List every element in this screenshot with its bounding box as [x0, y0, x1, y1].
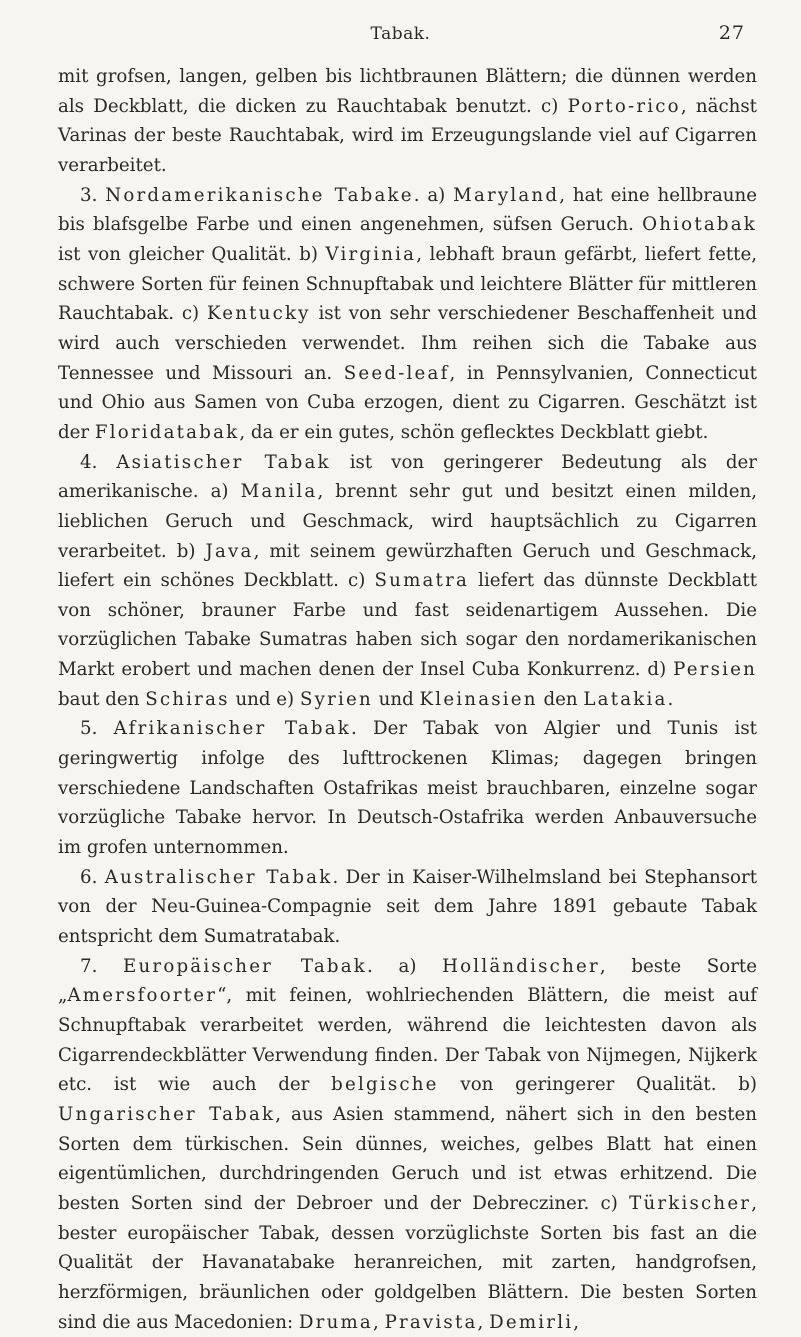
spaced-term: Ohiotabak	[642, 214, 757, 236]
text-run: von geringerer Qualität. b)	[438, 1074, 758, 1096]
text-run: den	[537, 688, 584, 710]
text-run: 6.	[80, 866, 105, 888]
text-run: , hat eine hellbraune bis blafsgelbe Farbe und einen angenehmen, süfsen Geruch.	[58, 184, 757, 236]
spaced-term: Australischer Tabak	[104, 866, 333, 888]
spaced-term: Kentucky	[206, 303, 311, 325]
spaced-term: belgische	[331, 1074, 439, 1096]
text-run: , brennt sehr gut und besitzt einen milden, lieblichen Geruch und Geschmack, wird hauptsächlich zu Cigarren verarbeitet. b)	[58, 481, 757, 562]
spaced-term: Ungarischer Tabak	[58, 1103, 276, 1125]
spaced-term: Afrikanischer Tabak	[113, 718, 351, 740]
spaced-term: Syrien	[299, 688, 373, 710]
paragraph-asian-tobacco	[58, 448, 757, 715]
spaced-term: Holländischer	[442, 955, 600, 977]
text-run: 3.	[80, 184, 106, 206]
text-run: “, mit feinen, wohlriechenden Blättern, die meist auf Schnupftabak verarbeitet werden, während die leichtesten davon als Cigarrendeckblätter Verwendung finden. Der Tabak von Nijmegen, Nijkerk etc. ist wie auch der	[58, 985, 757, 1096]
spaced-term: Persien	[673, 659, 757, 681]
spaced-term: Seed-leaf	[343, 362, 450, 384]
spaced-term: Türkischer	[629, 1192, 752, 1214]
text-run: , lebhaft braun gefärbt, liefert fette, schwere Sorten für feinen Schnupftabak und leichtere Blätter für mittleren Rauchtabak. c)	[58, 243, 757, 325]
spaced-term: Pravista	[384, 1311, 478, 1333]
spaced-term: Floridatabak	[94, 421, 240, 443]
text-run: . Der in Kaiser-Wilhelmsland bei Stephansort von der Neu-Guinea-Compagnie seit dem Jahre 1891 gebaute Tabak entspricht dem Sumatratabak.	[58, 866, 757, 948]
text-run: , bester europäischer Tabak, dessen vorzüglichste Sorten bis fast an die Qualität der Havanatabake heranreichen, mit zarten, handgrofsen, herzförmigen, bräunlichen oder goldgelben Blättern. Die besten Sorten sind die aus Macedonien:	[58, 1192, 757, 1333]
spaced-term: Maryland	[453, 184, 560, 206]
spaced-term: Kleinasien	[419, 688, 538, 710]
text-run: , in Pennsylvanien, Connecticut und Ohio aus Samen von Cuba erzogen, dient zu Cigarren. Geschätzt ist der	[58, 362, 757, 443]
text-run: ,	[372, 1311, 385, 1333]
spaced-term: Porto-rico	[567, 95, 681, 117]
running-title: Tabak.	[370, 24, 431, 44]
text-run: und e)	[229, 688, 300, 710]
body-text	[58, 62, 757, 1337]
paragraph-north-american-tobacco	[58, 181, 757, 448]
paragraph-african-tobacco	[58, 714, 757, 862]
paragraph-australian-tobacco	[58, 863, 757, 952]
spaced-term: Manila	[240, 481, 318, 503]
spaced-term: Demirli	[489, 1311, 574, 1333]
running-head	[0, 22, 801, 50]
text-run: mit grofsen, langen, gelben bis lichtbraunen Blättern; die dünnen werden als Deckblatt, die dicken zu Rauchtabak benutzt. c)	[58, 66, 757, 117]
spaced-term: Nordamerikanische Tabake	[105, 184, 414, 206]
text-run: . Der Tabak von Algier und Tunis ist geringwertig infolge des lufttrockenen Klimas; dagegen bringen verschiedene Landschaften Ostafrikas meist brauchbaren, einzelne sogar vorzügliche Tabake hervor. In Deutsch-Ostafrika werden Anbauversuche im grofen unternommen.	[58, 718, 757, 859]
spaced-term: Java	[205, 540, 254, 562]
text-run: liefert das dünnste Deckblatt von schöner, brauner Farbe und fast seidenartigem Aussehen. Die vorzüglichen Tabake Sumatras haben sich sogar den nordamerikanischen Markt erobert und machen denen der Insel Cuba Konkurrenz. d)	[58, 570, 758, 681]
spaced-term: Latakia	[583, 688, 668, 710]
spaced-term: Amersfoorter	[67, 985, 218, 1007]
text-run: 4.	[80, 451, 117, 473]
spaced-term: Schiras	[145, 688, 230, 710]
page-number: 27	[718, 22, 745, 44]
paragraph-european-tobacco	[58, 952, 757, 1337]
text-run: , mit seinem gewürzhaften Geruch und Geschmack, liefert ein schönes Deckblatt. c)	[58, 540, 757, 592]
text-run: 5.	[80, 718, 114, 740]
spaced-term: Asiatischer Tabak	[116, 451, 331, 473]
text-run: und	[372, 688, 420, 710]
text-run: ist von gleicher Qualität. b)	[58, 243, 326, 265]
text-run: , beste Sorte „	[58, 955, 757, 1007]
spaced-term: Europäischer Tabak	[123, 955, 368, 977]
text-run: , da er ein gutes, schön geflecktes Deckblatt giebt.	[239, 421, 709, 443]
text-run: 7.	[80, 955, 124, 977]
paragraph-continuation	[58, 62, 757, 181]
spaced-term: Sumatra	[374, 570, 470, 592]
text-run: ,	[477, 1311, 490, 1333]
text-run: , aus Asien stammend, nähert sich in den besten Sorten dem türkischen. Sein dünnes, weiches, gelbes Blatt hat einen eigentümlichen, durchdringenden Geruch und ist etwas erhitzend. Die besten Sorten sind der Debroer und der Debrecziner. c)	[58, 1103, 758, 1214]
text-run: . a)	[413, 184, 454, 206]
spaced-term: Virginia	[325, 243, 417, 265]
text-run: , nächst Varinas der beste Rauchtabak, wird im Erzeugungslande viel auf Cigarren verarbeitet.	[58, 95, 757, 176]
text-run: ,	[573, 1311, 580, 1333]
text-run: .	[667, 688, 674, 710]
text-run: . a)	[367, 955, 443, 977]
text-run: baut den	[58, 688, 146, 710]
text-run: ist von sehr verschiedener Beschaffenheit und wird auch verschieden verwendet. Ihm reihen sich die Tabake aus Tennessee und Missouri an.	[58, 303, 757, 384]
spaced-term: Druma	[298, 1311, 373, 1333]
text-run: ist von geringerer Bedeutung als der amerikanische. a)	[58, 451, 757, 503]
